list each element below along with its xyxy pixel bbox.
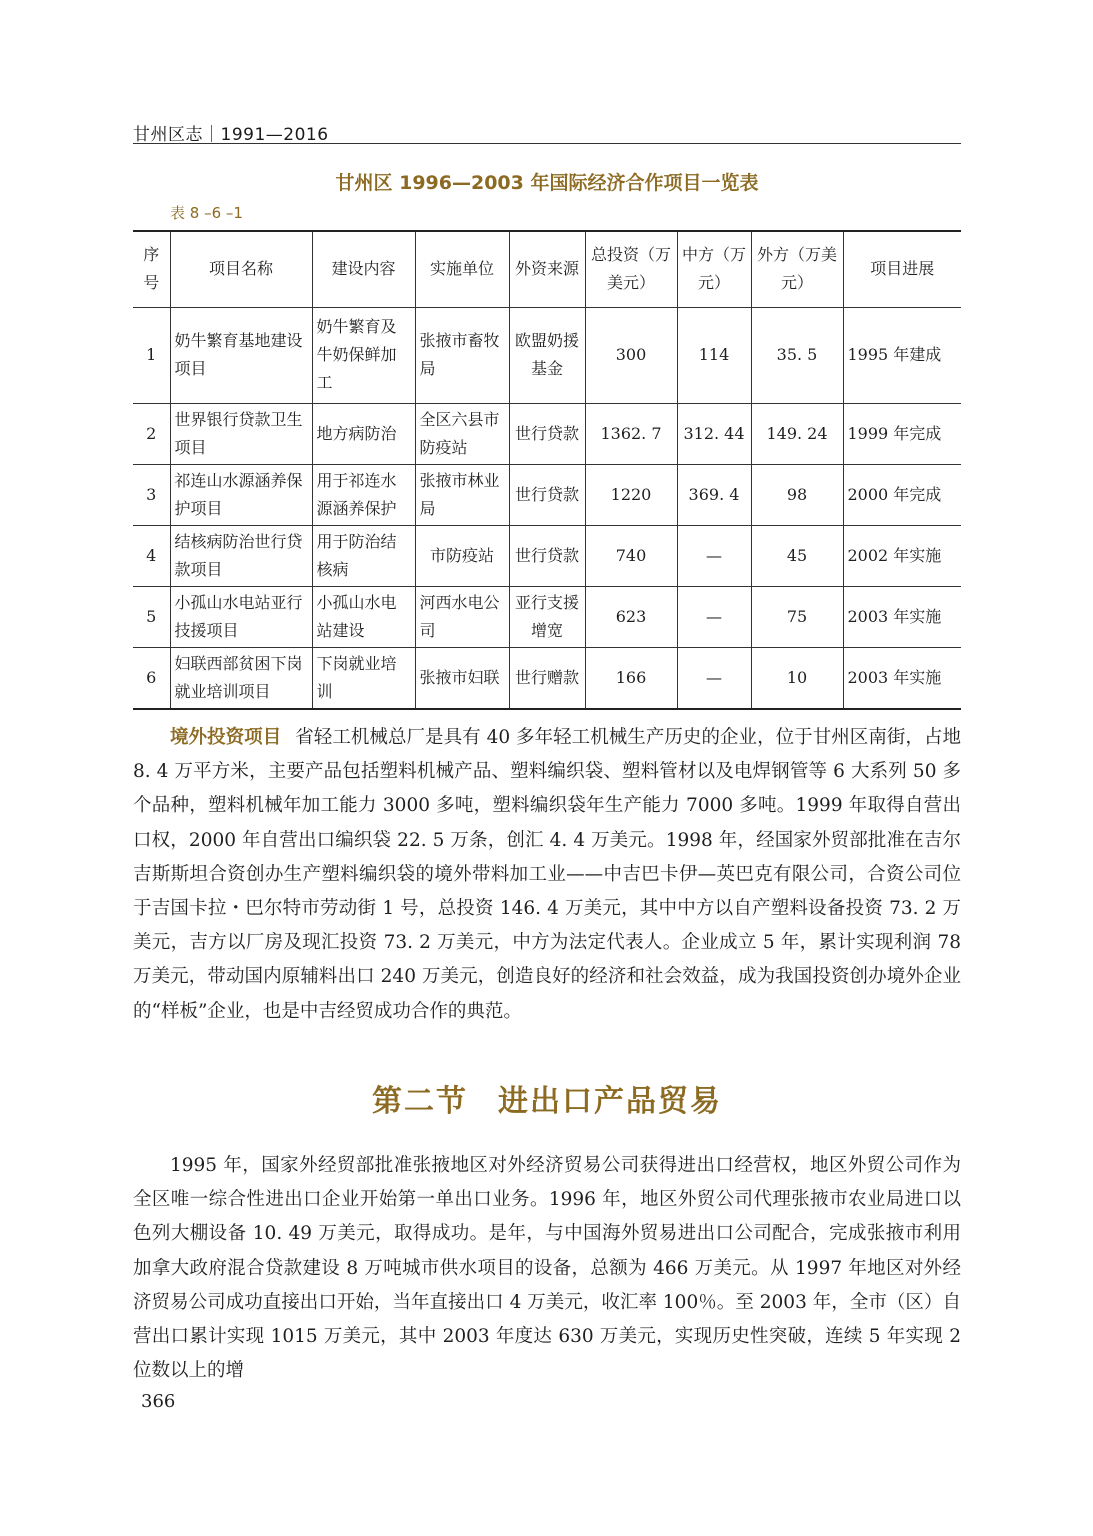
cell-project-name: 世界银行贷款卫生项目	[170, 403, 312, 464]
cell-project-name: 祁连山水源涵养保护项目	[170, 464, 312, 525]
cell-total: 166	[585, 647, 677, 709]
cell-project-name: 奶牛繁育基地建设项目	[170, 307, 312, 403]
cell-total: 300	[585, 307, 677, 403]
cell-foreign: 45	[751, 525, 843, 586]
table-header-row	[133, 231, 961, 307]
header-rule	[133, 143, 961, 144]
cell-content: 下岗就业培训	[312, 647, 415, 709]
cell-index: 3	[133, 464, 170, 525]
cell-content: 地方病防治	[312, 403, 415, 464]
cell-source: 世行贷款	[509, 464, 585, 525]
cell-china: 369. 4	[677, 464, 751, 525]
cell-total: 1220	[585, 464, 677, 525]
header-cell: 序号	[133, 231, 170, 307]
section-name: 进出口产品贸易	[498, 1084, 722, 1119]
header-cell: 建设内容	[312, 231, 415, 307]
cell-total: 623	[585, 586, 677, 647]
cell-foreign: 75	[751, 586, 843, 647]
cell-total: 740	[585, 525, 677, 586]
cell-foreign: 149. 24	[751, 403, 843, 464]
running-header: 甘州区志｜1991—2016	[133, 125, 329, 145]
cell-progress: 2002 年实施	[843, 525, 961, 586]
cell-source: 世行赠款	[509, 647, 585, 709]
table-row	[133, 464, 961, 525]
cell-content: 奶牛繁育及牛奶保鲜加工	[312, 307, 415, 403]
cell-project-name: 结核病防治世行贷款项目	[170, 525, 312, 586]
cell-progress: 1995 年建成	[843, 307, 961, 403]
cell-unit: 河西水电公司	[415, 586, 509, 647]
header-cell: 外方（万美元）	[751, 231, 843, 307]
cell-unit: 张掖市畜牧局	[415, 307, 509, 403]
header-cell: 中方（万元）	[677, 231, 751, 307]
cell-foreign: 35. 5	[751, 307, 843, 403]
cell-progress: 2000 年完成	[843, 464, 961, 525]
cell-content: 小孤山水电站建设	[312, 586, 415, 647]
paragraph-overseas-investment	[133, 721, 961, 1029]
cell-china: 312. 44	[677, 403, 751, 464]
header-cell: 总投资（万美元）	[585, 231, 677, 307]
cell-foreign: 10	[751, 647, 843, 709]
cell-content: 用于祁连水源涵养保护	[312, 464, 415, 525]
cell-project-name: 小孤山水电站亚行技援项目	[170, 586, 312, 647]
cell-unit: 市防疫站	[415, 525, 509, 586]
section-heading	[133, 1076, 961, 1120]
cell-content: 用于防治结核病	[312, 525, 415, 586]
header-cell: 外资来源	[509, 231, 585, 307]
table-row	[133, 647, 961, 709]
cell-source: 世行贷款	[509, 403, 585, 464]
lead-term: 境外投资项目	[170, 727, 282, 748]
cell-unit: 张掖市林业局	[415, 464, 509, 525]
table-row	[133, 307, 961, 403]
header-cell: 项目名称	[170, 231, 312, 307]
cell-china: —	[677, 525, 751, 586]
cell-project-name: 妇联西部贫困下岗就业培训项目	[170, 647, 312, 709]
cell-source: 世行贷款	[509, 525, 585, 586]
cell-china: —	[677, 647, 751, 709]
cell-foreign: 98	[751, 464, 843, 525]
page-number: 366	[141, 1391, 176, 1412]
projects-table	[133, 230, 961, 710]
cell-unit: 全区六县市防疫站	[415, 403, 509, 464]
cell-index: 5	[133, 586, 170, 647]
cell-china: 114	[677, 307, 751, 403]
paragraph-text: 省轻工机械总厂是具有 40 多年轻工机械生产历史的企业，位于甘州区南街，占地 8. 4 万平方米，主要产品包括塑料机械产品、塑料编织袋、塑料管材以及电焊钢管等 6 大系列 50 多个品种，塑料机械年加工能力 3000 多吨，塑料编织袋年生产能力 7000 多吨。1999 年取得自营出口权，2000 年自营出口编织袋 22. 5 万条，创汇 4. 4 万美元。1998 年，经国家外贸部批准在吉尔吉斯斯坦合资创办生产塑料编织袋的境外带料加工业——中吉巴卡伊—英巴克有限公司，合资公司位于吉国卡拉・巴尔特市劳动街 1 号，总投资 146. 4 万美元，其中中方以自产塑料设备投资 73. 2 万美元，吉方以厂房及现汇投资 73. 2 万美元，中方为法定代表人。企业成立 5 年，累计实现利润 78 万美元，带动国内原辅料出口 240 万美元，创造良好的经济和社会效益，成为我国投资创办境外企业的“样板”企业，也是中吉经贸成功合作的典范。	[133, 727, 961, 1022]
paragraph-trade: 1995 年，国家外经贸部批准张掖地区对外经济贸易公司获得进出口经营权，地区外贸公司作为全区唯一综合性进出口企业开始第一单出口业务。1996 年，地区外贸公司代理张掖市农业局进口以色列大棚设备 10. 49 万美元，取得成功。是年，与中国海外贸易进出口公司配合，完成张掖市利用加拿大政府混合贷款建设 8 万吨城市供水项目的设备，总额为 466 万美元。从 1997 年地区对外经济贸易公司成功直接出口开始，当年直接出口 4 万美元，收汇率 100％。至 2003 年，全市（区）自营出口累计实现 1015 万美元，其中 2003 年度达 630 万美元，实现历史性突破，连续 5 年实现 2 位数以上的增	[133, 1155, 961, 1382]
cell-index: 1	[133, 307, 170, 403]
cell-index: 6	[133, 647, 170, 709]
table-title: 甘州区 1996—2003 年国际经济合作项目一览表	[335, 172, 759, 194]
cell-index: 2	[133, 403, 170, 464]
header-cell: 项目进展	[843, 231, 961, 307]
section-number: 第二节	[372, 1084, 468, 1119]
table-number: 表 8 –6 –1	[170, 204, 243, 222]
cell-total: 1362. 7	[585, 403, 677, 464]
cell-progress: 1999 年完成	[843, 403, 961, 464]
header-cell: 实施单位	[415, 231, 509, 307]
table-row	[133, 525, 961, 586]
cell-progress: 2003 年实施	[843, 647, 961, 709]
cell-index: 4	[133, 525, 170, 586]
cell-source: 亚行支援增宽	[509, 586, 585, 647]
cell-progress: 2003 年实施	[843, 586, 961, 647]
table-row	[133, 403, 961, 464]
cell-source: 欧盟奶援基金	[509, 307, 585, 403]
cell-china: —	[677, 586, 751, 647]
cell-unit: 张掖市妇联	[415, 647, 509, 709]
table-row	[133, 586, 961, 647]
